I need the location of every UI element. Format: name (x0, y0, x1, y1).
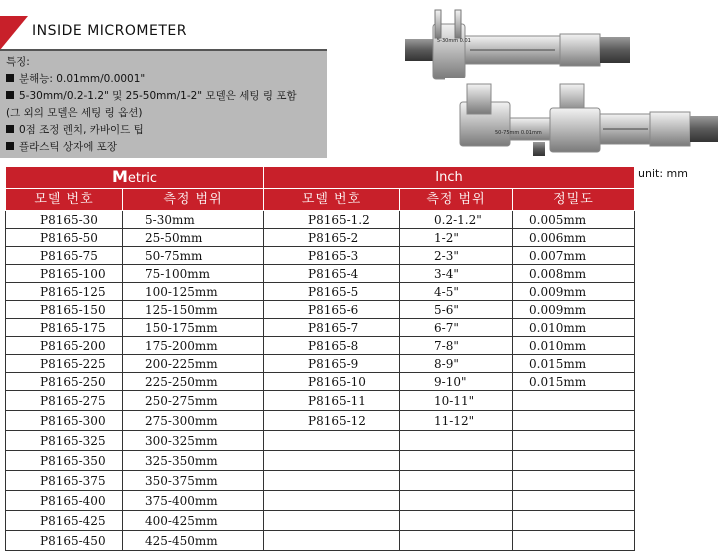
top-scale-label: 5-30mm 0.01 (437, 38, 471, 44)
cell-model-metric: P8165-450 (6, 531, 123, 551)
cell-range-metric: 175-200mm (123, 337, 264, 355)
feature-item: (그 외의 모델은 세팅 링 옵션) (6, 107, 143, 119)
cell-accuracy: 0.010mm (513, 337, 635, 355)
cell-range-metric: 100-125mm (123, 283, 264, 301)
cell-model-metric: P8165-175 (6, 319, 123, 337)
cell-model-inch: P8165-1.2 (264, 211, 400, 229)
cell-range-inch (400, 431, 513, 451)
cell-range-inch (400, 471, 513, 491)
table-row (6, 283, 635, 301)
cell-range-inch: 11-12" (400, 411, 513, 431)
cell-range-metric: 350-375mm (123, 471, 264, 491)
group-header-row (6, 167, 635, 189)
cell-range-inch: 3-4" (400, 265, 513, 283)
cell-range-inch: 5-6" (400, 301, 513, 319)
group-inch: Inch (264, 167, 635, 189)
cell-model-metric: P8165-125 (6, 283, 123, 301)
cell-model-inch: P8165-11 (264, 391, 400, 411)
table-row (6, 431, 635, 451)
table-row (6, 265, 635, 283)
cell-model-metric: P8165-425 (6, 511, 123, 531)
table-row (6, 531, 635, 551)
cell-model-inch: P8165-4 (264, 265, 400, 283)
table-row (6, 247, 635, 265)
cell-range-metric: 300-325mm (123, 431, 264, 451)
micrometer-image-bottom (445, 78, 725, 166)
cell-model-metric: P8165-100 (6, 265, 123, 283)
cell-range-inch: 10-11" (400, 391, 513, 411)
cell-range-metric: 150-175mm (123, 319, 264, 337)
cell-range-metric: 5-30mm (123, 211, 264, 229)
cell-model-metric: P8165-225 (6, 355, 123, 373)
cell-range-inch: 4-5" (400, 283, 513, 301)
table-row (6, 229, 635, 247)
feature-item: 5-30mm/0.2-1.2" 및 25-50mm/1-2" 모델은 세팅 링 포함 (6, 88, 321, 105)
table-row (6, 491, 635, 511)
square-bullet-icon (6, 142, 14, 150)
table-row (6, 471, 635, 491)
cell-model-inch: P8165-7 (264, 319, 400, 337)
cell-range-metric: 400-425mm (123, 511, 264, 531)
cell-model-inch: P8165-12 (264, 411, 400, 431)
cell-range-inch: 7-8" (400, 337, 513, 355)
cell-model-metric: P8165-50 (6, 229, 123, 247)
cell-model-metric: P8165-200 (6, 337, 123, 355)
cell-range-inch (400, 451, 513, 471)
table-row (6, 511, 635, 531)
cell-model-inch: P8165-10 (264, 373, 400, 391)
table-body (6, 211, 635, 551)
cell-model-metric: P8165-325 (6, 431, 123, 451)
cell-accuracy: 0.015mm (513, 355, 635, 373)
cell-range-metric: 200-225mm (123, 355, 264, 373)
cell-accuracy (513, 471, 635, 491)
cell-accuracy: 0.015mm (513, 373, 635, 391)
cell-model-inch: P8165-6 (264, 301, 400, 319)
table-row (6, 211, 635, 229)
cell-model-metric: P8165-150 (6, 301, 123, 319)
cell-range-metric: 250-275mm (123, 391, 264, 411)
col-header-accuracy: 정밀도 (513, 189, 635, 211)
unit-note: unit: mm (638, 167, 688, 180)
cell-model-inch (264, 511, 400, 531)
header-accent (0, 16, 28, 50)
square-bullet-icon (6, 91, 14, 99)
table-row (6, 451, 635, 471)
cell-model-metric: P8165-275 (6, 391, 123, 411)
spec-table (5, 166, 635, 551)
cell-model-inch (264, 451, 400, 471)
cell-range-metric: 275-300mm (123, 411, 264, 431)
table-row (6, 301, 635, 319)
cell-accuracy (513, 411, 635, 431)
cell-range-inch: 0.2-1.2" (400, 211, 513, 229)
cell-model-metric: P8165-375 (6, 471, 123, 491)
cell-accuracy (513, 491, 635, 511)
cell-range-metric: 325-350mm (123, 451, 264, 471)
cell-range-metric: 125-150mm (123, 301, 264, 319)
table-row (6, 355, 635, 373)
feature-item: 플라스틱 상자에 포장 (6, 139, 321, 156)
cell-range-inch (400, 491, 513, 511)
table-row (6, 337, 635, 355)
table-row (6, 391, 635, 411)
cell-model-inch: P8165-2 (264, 229, 400, 247)
cell-model-metric: P8165-30 (6, 211, 123, 229)
square-bullet-icon (6, 74, 14, 82)
group-metric: Metric (6, 167, 264, 189)
features-box (0, 51, 327, 158)
cell-model-metric: P8165-400 (6, 491, 123, 511)
col-header-range-metric: 측정 범위 (123, 189, 264, 211)
col-header-model-metric: 모델 번호 (6, 189, 123, 211)
cell-model-inch: P8165-5 (264, 283, 400, 301)
table-row (6, 373, 635, 391)
cell-accuracy (513, 391, 635, 411)
col-header-model-inch: 모델 번호 (264, 189, 400, 211)
cell-range-metric: 75-100mm (123, 265, 264, 283)
cell-accuracy (513, 511, 635, 531)
cell-model-metric: P8165-75 (6, 247, 123, 265)
cell-model-inch: P8165-9 (264, 355, 400, 373)
cell-range-inch (400, 511, 513, 531)
cell-range-metric: 25-50mm (123, 229, 264, 247)
cell-model-inch: P8165-8 (264, 337, 400, 355)
cell-range-inch: 9-10" (400, 373, 513, 391)
feature-item: 분해능: 0.01mm/0.0001" (6, 71, 321, 88)
cell-accuracy: 0.010mm (513, 319, 635, 337)
col-header-range-inch: 측정 범위 (400, 189, 513, 211)
cell-accuracy (513, 451, 635, 471)
cell-accuracy (513, 531, 635, 551)
cell-range-inch: 2-3" (400, 247, 513, 265)
section-header (0, 16, 327, 50)
cell-model-metric: P8165-300 (6, 411, 123, 431)
cell-accuracy: 0.009mm (513, 301, 635, 319)
cell-model-inch (264, 471, 400, 491)
cell-model-metric: P8165-350 (6, 451, 123, 471)
cell-accuracy: 0.008mm (513, 265, 635, 283)
cell-model-inch (264, 431, 400, 451)
bottom-scale-label: 50-75mm 0.01mm (495, 130, 542, 136)
feature-item: 0점 조정 렌치, 카바이드 팁 (6, 122, 321, 139)
cell-accuracy: 0.006mm (513, 229, 635, 247)
cell-range-inch (400, 531, 513, 551)
table-row (6, 411, 635, 431)
cell-model-metric: P8165-250 (6, 373, 123, 391)
cell-range-inch: 8-9" (400, 355, 513, 373)
cell-accuracy (513, 431, 635, 451)
features-title: 특징: (6, 56, 30, 68)
square-bullet-icon (6, 125, 14, 133)
cell-range-metric: 375-400mm (123, 491, 264, 511)
cell-accuracy: 0.005mm (513, 211, 635, 229)
cell-accuracy: 0.009mm (513, 283, 635, 301)
cell-accuracy: 0.007mm (513, 247, 635, 265)
cell-model-inch (264, 491, 400, 511)
cell-range-inch: 6-7" (400, 319, 513, 337)
cell-range-metric: 50-75mm (123, 247, 264, 265)
cell-range-metric: 425-450mm (123, 531, 264, 551)
column-header-row (6, 189, 635, 211)
cell-range-metric: 225-250mm (123, 373, 264, 391)
page-title: INSIDE MICROMETER (32, 23, 187, 39)
cell-range-inch: 1-2" (400, 229, 513, 247)
cell-model-inch (264, 531, 400, 551)
cell-model-inch: P8165-3 (264, 247, 400, 265)
table-row (6, 319, 635, 337)
